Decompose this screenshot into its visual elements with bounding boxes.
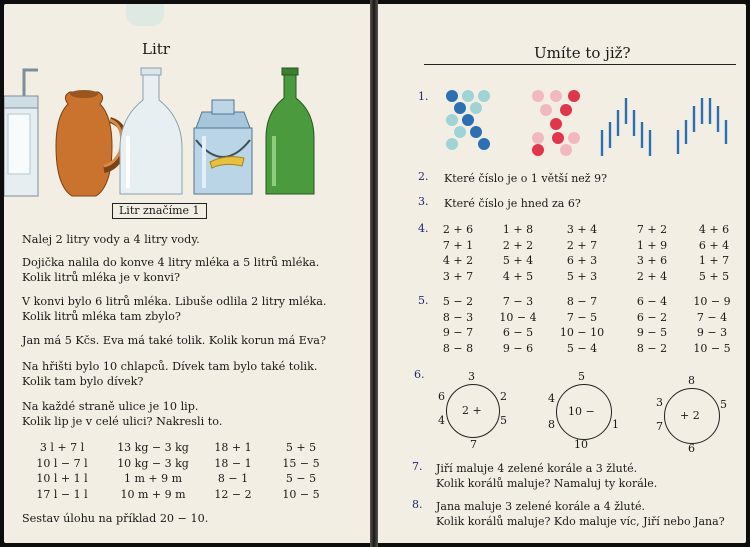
exercise-item: 4 + 2: [442, 254, 474, 267]
jug-icon: [56, 90, 124, 196]
exercise-item: 2 + 4: [636, 269, 668, 283]
exercise-item: 10 − 9: [693, 295, 731, 308]
left-text-10: Kolik lip je v celé ulici? Nakresli to.: [22, 415, 223, 428]
left-text-6: Jan má 5 Kčs. Eva má také tolik. Kolik korun má Eva?: [22, 334, 326, 347]
left-footer-text: Sestav úlohu na příklad 20 − 10.: [22, 512, 209, 525]
left-text-5: Kolik litrů mléka tam zbylo?: [22, 310, 181, 323]
q5-col-5: [686, 294, 738, 356]
page-corner-tab: [126, 4, 164, 26]
exercise-item: 10 − 4: [499, 310, 537, 324]
q8-line-1: Jana maluje 3 zelené korále a 4 žluté.: [436, 500, 646, 513]
tally-bars-icon: [602, 98, 726, 156]
q6-label: 6.: [414, 368, 425, 381]
circle-number: 1: [612, 418, 619, 431]
circle-number: 6: [438, 390, 445, 403]
exercise-item: 2 + 2: [502, 238, 534, 252]
exercise-item: 8 − 3: [442, 310, 474, 324]
book-gutter: [370, 0, 378, 547]
q2-text: Které číslo je o 1 větší než 9?: [444, 172, 607, 185]
containers-illustration: [4, 66, 370, 202]
exercise-item: 18 + 1: [214, 441, 252, 454]
left-text-7: Na hřišti bylo 10 chlapců. Dívek tam bylo také tolik.: [22, 360, 318, 373]
exercise-item: 10 l − 7 l: [36, 456, 88, 470]
exercise-item: 3 l + 7 l: [39, 441, 85, 454]
q5-col-2: [494, 294, 542, 356]
left-text-4: V konvi bylo 6 litrů mléka. Libuše odlila 2 litry mléka.: [22, 295, 327, 308]
exercise-item: 5 − 5: [285, 472, 317, 485]
exercise-item: 5 + 5: [698, 269, 730, 283]
exercise-item: 1 m + 9 m: [123, 472, 183, 485]
circle-number: 10: [574, 438, 588, 451]
exercise-item: 2 + 7: [566, 238, 598, 252]
left-exercise-col-1: [26, 440, 98, 502]
exercise-item: 9 − 5: [636, 326, 668, 339]
circle-number: 5: [720, 398, 727, 411]
q1-dot-patterns: [434, 84, 734, 164]
exercise-item: 10 − 5: [693, 341, 731, 355]
litre-caption-box: Litr značíme 1: [112, 203, 207, 219]
blue-teal-dots-icon: [446, 90, 490, 150]
left-text-1: Nalej 2 litry vody a 4 litry vody.: [22, 233, 200, 246]
right-page: [378, 4, 746, 543]
measuring-can-icon: [4, 70, 38, 196]
circle-number: 6: [688, 442, 695, 455]
exercise-item: 1 + 8: [502, 223, 534, 236]
circle-number: 7: [470, 438, 477, 451]
exercise-item: 5 − 4: [566, 341, 598, 355]
left-exercise-col-2: [108, 440, 198, 502]
exercise-item: 3 + 4: [566, 223, 598, 236]
q2-label: 2.: [418, 170, 429, 183]
exercise-item: 9 − 6: [502, 341, 534, 355]
q8-label: 8.: [412, 498, 423, 511]
exercise-item: 6 − 2: [636, 310, 668, 324]
exercise-item: 8 − 2: [636, 341, 668, 355]
exercise-item: 12 − 2: [214, 487, 252, 501]
exercise-item: 1 + 7: [698, 254, 730, 267]
circle-number: 5: [500, 414, 507, 427]
left-text-3: Kolik litrů mléka je v konvi?: [22, 271, 180, 284]
exercise-item: 5 + 3: [566, 269, 598, 283]
exercise-item: 7 − 5: [566, 310, 598, 324]
exercise-item: 18 − 1: [214, 456, 252, 470]
exercise-item: 7 − 4: [696, 310, 728, 324]
exercise-item: 7 + 2: [636, 223, 668, 236]
left-exercise-col-3: [204, 440, 262, 502]
exercise-item: 1 + 9: [636, 238, 668, 252]
exercise-item: 4 + 6: [698, 223, 730, 236]
circle-number: 8: [548, 418, 555, 431]
exercise-item: 5 + 4: [502, 254, 534, 267]
q7-label: 7.: [412, 460, 423, 473]
q5-col-4: [628, 294, 676, 356]
q4-col-3: [558, 222, 606, 284]
exercise-item: 8 − 8: [442, 341, 474, 355]
q3-label: 3.: [418, 195, 429, 208]
exercise-item: 10 − 10: [559, 326, 605, 339]
q7-line-2: Kolik korálů maluje? Namaluj ty korále.: [436, 477, 658, 490]
exercise-item: 17 l − 1 l: [36, 487, 88, 501]
circle-number: 5: [578, 370, 585, 383]
exercise-item: 7 − 3: [502, 295, 534, 308]
right-page-title: Umíte to již?: [534, 44, 631, 62]
circle-number: 2: [500, 390, 507, 403]
q5-col-1: [434, 294, 482, 356]
circle-number: 4: [438, 414, 445, 427]
q1-label: 1.: [418, 90, 429, 103]
red-pink-dots-icon: [532, 90, 580, 156]
left-text-9: Na každé straně ulice je 10 lip.: [22, 400, 199, 413]
milk-can-icon: [194, 100, 252, 194]
exercise-item: 6 − 4: [636, 295, 668, 308]
q5-label: 5.: [418, 294, 429, 307]
circle-number: 3: [468, 370, 475, 383]
exercise-item: 6 − 5: [502, 326, 534, 339]
exercise-item: 13 kg − 3 kg: [117, 441, 189, 454]
q8-line-2: Kolik korálů maluje? Kdo maluje víc, Jiří nebo Jana?: [436, 515, 725, 528]
exercise-item: 10 − 5: [282, 487, 320, 501]
exercise-item: 6 + 4: [698, 238, 730, 252]
exercise-item: 10 m + 9 m: [120, 487, 186, 501]
left-exercise-col-4: [272, 440, 330, 502]
exercise-item: 7 + 1: [442, 238, 474, 252]
q5-col-3: [556, 294, 608, 356]
circle-number: 7: [656, 420, 663, 433]
exercise-item: 3 + 7: [442, 269, 474, 283]
circle-3-center: + 2: [680, 409, 700, 422]
left-page: [4, 4, 370, 543]
left-text-2: Dojička nalila do konve 4 litry mléka a 5 litrů mléka.: [22, 256, 320, 269]
q4-label: 4.: [418, 222, 429, 235]
q4-col-4: [628, 222, 676, 284]
exercise-item: 10 l + 1 l: [36, 472, 88, 485]
exercise-item: 6 + 3: [566, 254, 598, 267]
q4-col-2: [494, 222, 542, 284]
exercise-item: 9 − 3: [696, 326, 728, 339]
exercise-item: 5 + 5: [285, 441, 317, 454]
circle-2-center: 10 −: [568, 405, 595, 418]
circle-number: 4: [548, 392, 555, 405]
exercise-item: 10 kg − 3 kg: [117, 456, 189, 470]
q4-col-1: [434, 222, 482, 284]
title-rule: [424, 64, 736, 65]
q4-col-5: [690, 222, 738, 284]
exercise-item: 3 + 6: [636, 254, 668, 267]
circle-number: 3: [656, 396, 663, 409]
circle-number: 8: [688, 374, 695, 387]
exercise-item: 8 − 7: [566, 295, 598, 308]
exercise-item: 2 + 6: [442, 223, 474, 236]
exercise-item: 5 − 2: [442, 295, 474, 308]
circle-1-center: 2 +: [462, 404, 482, 417]
exercise-item: 9 − 7: [442, 326, 474, 339]
left-text-8: Kolik tam bylo dívek?: [22, 375, 144, 388]
exercise-item: 4 + 5: [502, 269, 534, 283]
q3-text: Které číslo je hned za 6?: [444, 197, 581, 210]
exercise-item: 15 − 5: [282, 456, 320, 470]
left-page-title: Litr: [142, 40, 170, 58]
q7-line-1: Jiří maluje 4 zelené korále a 3 žluté.: [436, 462, 638, 475]
exercise-item: 8 − 1: [217, 472, 249, 485]
green-bottle-icon: [266, 68, 314, 194]
glass-bottle-icon: [120, 68, 182, 194]
